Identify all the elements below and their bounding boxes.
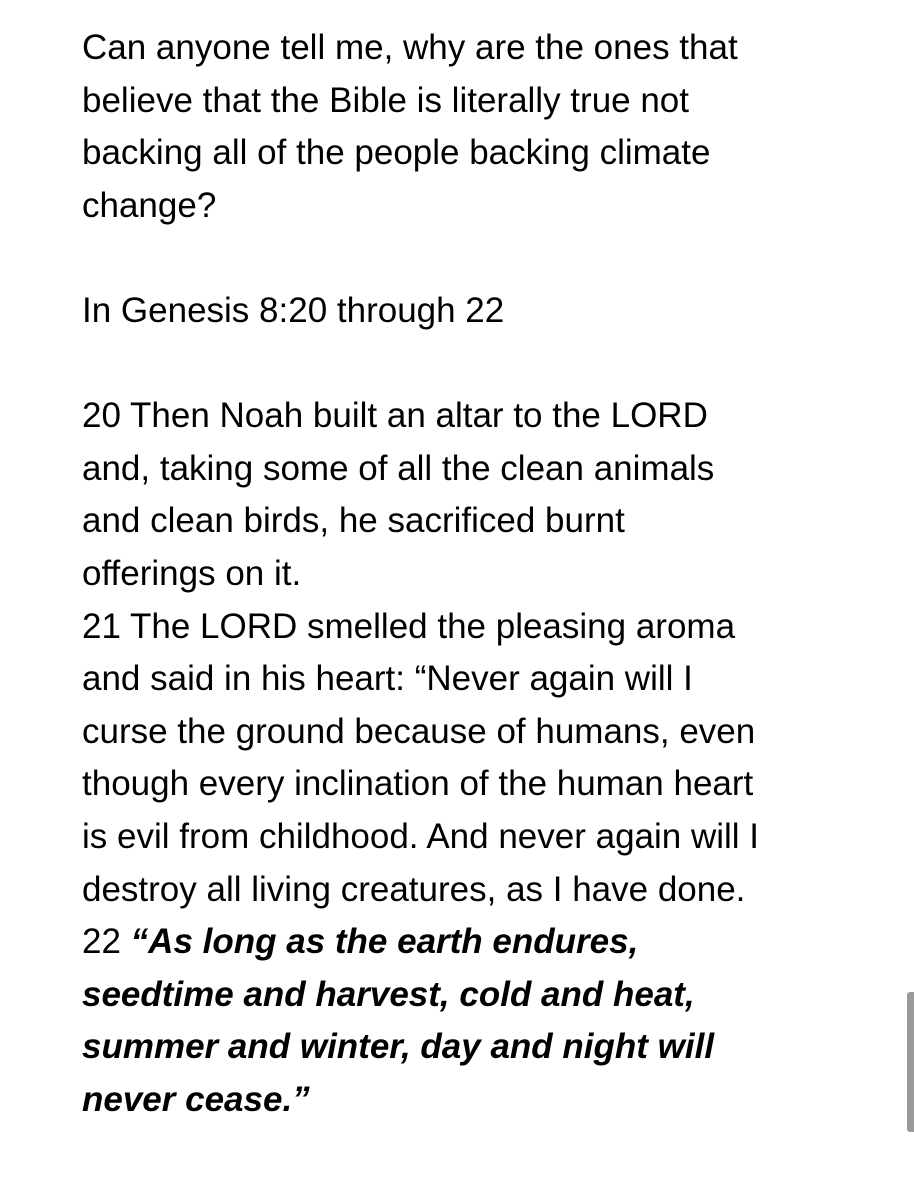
question-line: believe that the Bible is literally true not bbox=[82, 80, 689, 120]
verse-line bbox=[82, 916, 902, 969]
scrollbar-thumb[interactable] bbox=[907, 992, 914, 1132]
verse-line: is evil from childhood. And never again will I bbox=[82, 816, 760, 856]
emphasized-verse-text: “As long as the earth endures, bbox=[130, 922, 639, 962]
verse-line: and said in his heart: “Never again will I bbox=[82, 659, 693, 699]
emphasized-verse-line: never cease.” bbox=[82, 1079, 310, 1119]
verse-line: and clean birds, he sacrificed burnt bbox=[82, 501, 625, 541]
note-body[interactable] bbox=[82, 22, 902, 1126]
scripture-reference bbox=[82, 285, 902, 338]
question-line: Can anyone tell me, why are the ones that bbox=[82, 28, 738, 67]
emphasized-verse-line: seedtime and harvest, cold and heat, bbox=[82, 974, 695, 1014]
question-line: backing all of the people backing climate bbox=[82, 133, 711, 173]
verse-line: and, taking some of all the clean animals bbox=[82, 448, 715, 488]
emphasized-verse-line: summer and winter, day and night will bbox=[82, 1027, 715, 1067]
blank-line bbox=[82, 232, 902, 285]
verse-21 bbox=[82, 601, 902, 917]
verse-number: 22 bbox=[82, 922, 121, 962]
blank-line bbox=[82, 338, 902, 391]
verse-line: though every inclination of the human heart bbox=[82, 764, 754, 804]
verse-22 bbox=[82, 916, 902, 1126]
reference-text: In Genesis 8:20 through 22 bbox=[82, 290, 505, 330]
question-line: change? bbox=[82, 185, 217, 225]
verse-20 bbox=[82, 390, 902, 600]
verse-line: destroy all living creatures, as I have done. bbox=[82, 869, 746, 909]
question-paragraph bbox=[82, 22, 902, 232]
verse-line: curse the ground because of humans, even bbox=[82, 711, 756, 751]
verse-line: 21 The LORD smelled the pleasing aroma bbox=[82, 606, 736, 646]
verse-line: 20 Then Noah built an altar to the LORD bbox=[82, 396, 708, 436]
verse-line: offerings on it. bbox=[82, 553, 302, 593]
